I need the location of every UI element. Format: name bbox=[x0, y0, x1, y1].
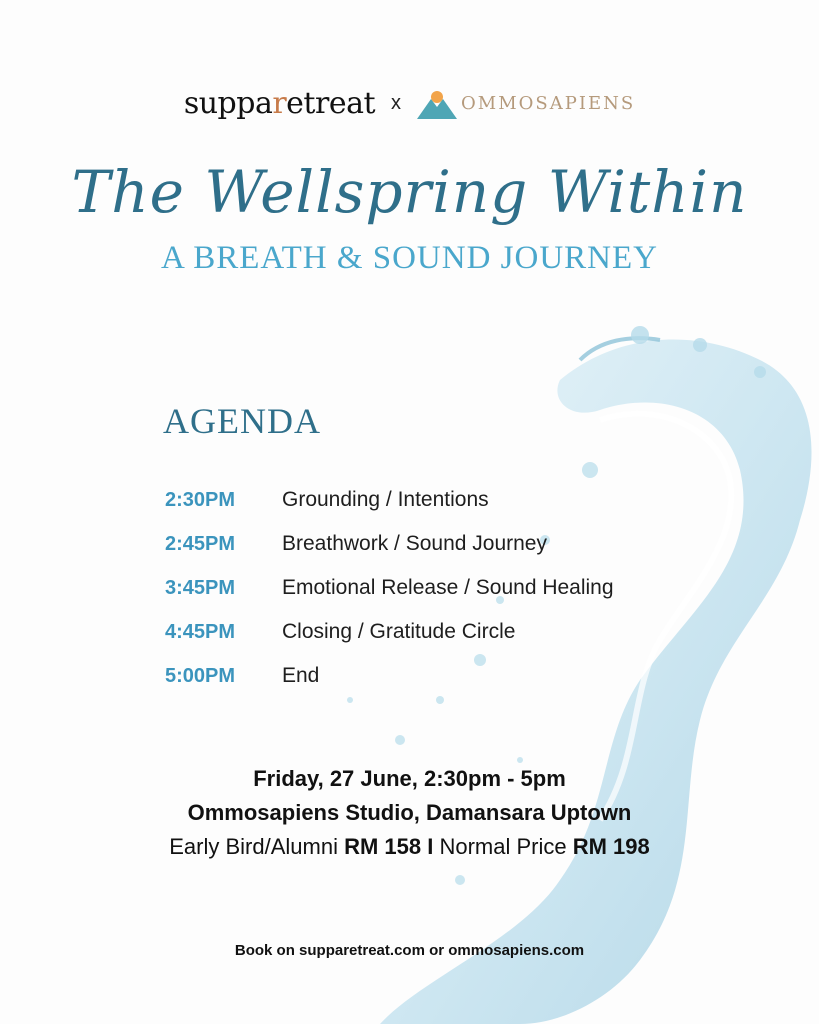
agenda-time: 5:00PM bbox=[165, 664, 236, 687]
early-bird-price: RM 158 bbox=[344, 834, 422, 859]
event-pricing: Early Bird/Alumni RM 158 I Normal Price RM 198 bbox=[169, 834, 650, 859]
agenda-time: 4:45PM bbox=[165, 620, 236, 643]
event-date-time: Friday, 27 June, 2:30pm - 5pm bbox=[253, 766, 566, 791]
mountain-sun-icon bbox=[417, 89, 457, 119]
collab-separator: x bbox=[391, 92, 402, 114]
agenda-heading: AGENDA bbox=[163, 401, 321, 441]
agenda-activity: Breathwork / Sound Journey bbox=[282, 532, 547, 555]
normal-price: RM 198 bbox=[572, 834, 650, 859]
agenda-activity: Closing / Gratitude Circle bbox=[282, 620, 516, 643]
supparetreat-logo: supparetreat bbox=[183, 86, 376, 121]
agenda-activity: End bbox=[282, 664, 320, 687]
agenda-list bbox=[165, 478, 685, 698]
agenda-time: 2:45PM bbox=[165, 532, 236, 555]
booking-info: Book on supparetreat.com or ommosapiens.com bbox=[234, 942, 585, 959]
event-subtitle: A BREATH & SOUND JOURNEY bbox=[160, 240, 659, 276]
agenda-activity: Emotional Release / Sound Healing bbox=[282, 576, 614, 599]
agenda-time: 3:45PM bbox=[165, 576, 236, 599]
agenda-row bbox=[165, 522, 685, 566]
agenda-row bbox=[165, 478, 685, 522]
event-title: The Wellspring Within bbox=[71, 158, 748, 226]
agenda-row bbox=[165, 566, 685, 610]
agenda-row bbox=[165, 610, 685, 654]
agenda-activity: Grounding / Intentions bbox=[282, 488, 489, 511]
event-location: Ommosapiens Studio, Damansara Uptown bbox=[187, 800, 632, 825]
agenda-time: 2:30PM bbox=[165, 488, 236, 511]
event-details bbox=[0, 762, 819, 864]
agenda-row bbox=[165, 654, 685, 698]
brand-logos bbox=[0, 86, 819, 121]
ommosapiens-logo: OMMOSAPIENS bbox=[417, 89, 635, 119]
